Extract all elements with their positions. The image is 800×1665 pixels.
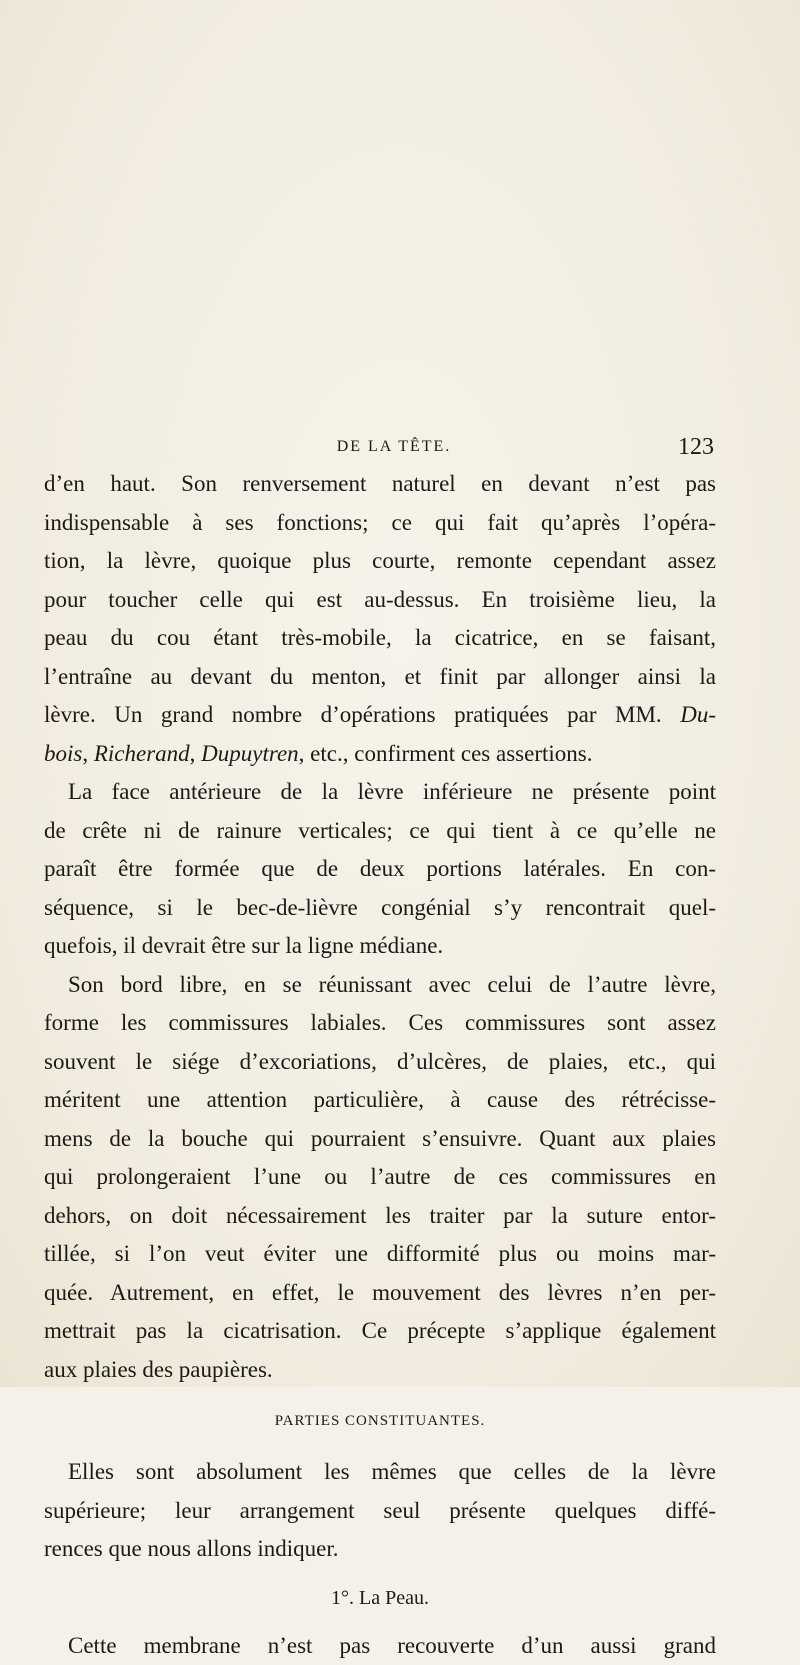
text-line: La face antérieure de la lèvre inférieure ne présente point (44, 773, 716, 812)
text-line: quée. Autrement, en effet, le mouvement des lèvres n’en per- (44, 1274, 716, 1313)
italic-name: bois (44, 741, 82, 766)
text-line: tillée, si l’on veut éviter une difformité plus ou moins mar- (44, 1235, 716, 1274)
paragraph-4 (44, 1453, 716, 1569)
subsection-title: 1°. La Peau. (44, 1569, 716, 1627)
text-line: Cette membrane n’est pas recouverte d’un aussi grand (44, 1627, 716, 1665)
text-line: mens de la bouche qui pourraient s’ensuivre. Quant aux plaies (44, 1120, 716, 1159)
italic-name: Richerand (94, 741, 190, 766)
text-line: pour toucher celle qui est au-dessus. En troisième lieu, la (44, 581, 716, 620)
text-line: paraît être formée que de deux portions latérales. En con- (44, 850, 716, 889)
paragraph-1 (44, 465, 716, 773)
body-text (44, 465, 716, 1665)
section-title: PARTIES CONSTITUANTES. (44, 1389, 716, 1453)
text-line: d’en haut. Son renversement naturel en devant n’est pas (44, 465, 716, 504)
text-line: Elles sont absolument les mêmes que celles de la lèvre (44, 1453, 716, 1492)
running-title: DE LA TÊTE. (74, 438, 714, 456)
text-line: aux plaies des paupières. (44, 1351, 716, 1390)
text-line: indispensable à ses fonctions; ce qui fait qu’après l’opéra- (44, 504, 716, 543)
text-line-with-names: bois, Richerand, Dupuytren, etc., confirment ces assertions. (44, 735, 716, 774)
text-line: souvent le siége d’excoriations, d’ulcères, de plaies, etc., qui (44, 1043, 716, 1082)
paragraph-3 (44, 966, 716, 1390)
text-line: supérieure; leur arrangement seul présente quelques diffé- (44, 1492, 716, 1531)
text-line: tion, la lèvre, quoique plus courte, remonte cependant assez (44, 542, 716, 581)
text-line: forme les commissures labiales. Ces commissures sont assez (44, 1004, 716, 1043)
italic-name: Dupuytren (201, 741, 299, 766)
text-segment: , etc., confirment ces assertions. (299, 741, 593, 766)
text-line: peau du cou étant très-mobile, la cicatrice, en se faisant, (44, 619, 716, 658)
italic-name: Du- (680, 702, 716, 727)
paragraph-5 (44, 1627, 716, 1665)
text-line: dehors, on doit nécessairement les traiter par la suture entor- (44, 1197, 716, 1236)
text-line: Son bord libre, en se réunissant avec celui de l’autre lèvre, (44, 966, 716, 1005)
text-line: de crête ni de rainure verticales; ce qui tient à ce qu’elle ne (44, 812, 716, 851)
page-number: 123 (678, 434, 714, 461)
text-line: méritent une attention particulière, à cause des rétrécisse- (44, 1081, 716, 1120)
text-line: l’entraîne au devant du menton, et finit par allonger ainsi la (44, 658, 716, 697)
text-line: quefois, il devrait être sur la ligne médiane. (44, 927, 716, 966)
text-line-with-names (44, 696, 716, 735)
text-segment: lèvre. Un grand nombre d’opérations pratiquées par MM. (44, 702, 662, 727)
text-line: mettrait pas la cicatrisation. Ce précepte s’applique également (44, 1312, 716, 1351)
text-line: qui prolongeraient l’une ou l’autre de ces commissures en (44, 1158, 716, 1197)
text-line: séquence, si le bec-de-lièvre congénial s’y rencontrait quel- (44, 889, 716, 928)
paragraph-2 (44, 773, 716, 966)
text-line: rences que nous allons indiquer. (44, 1530, 716, 1569)
